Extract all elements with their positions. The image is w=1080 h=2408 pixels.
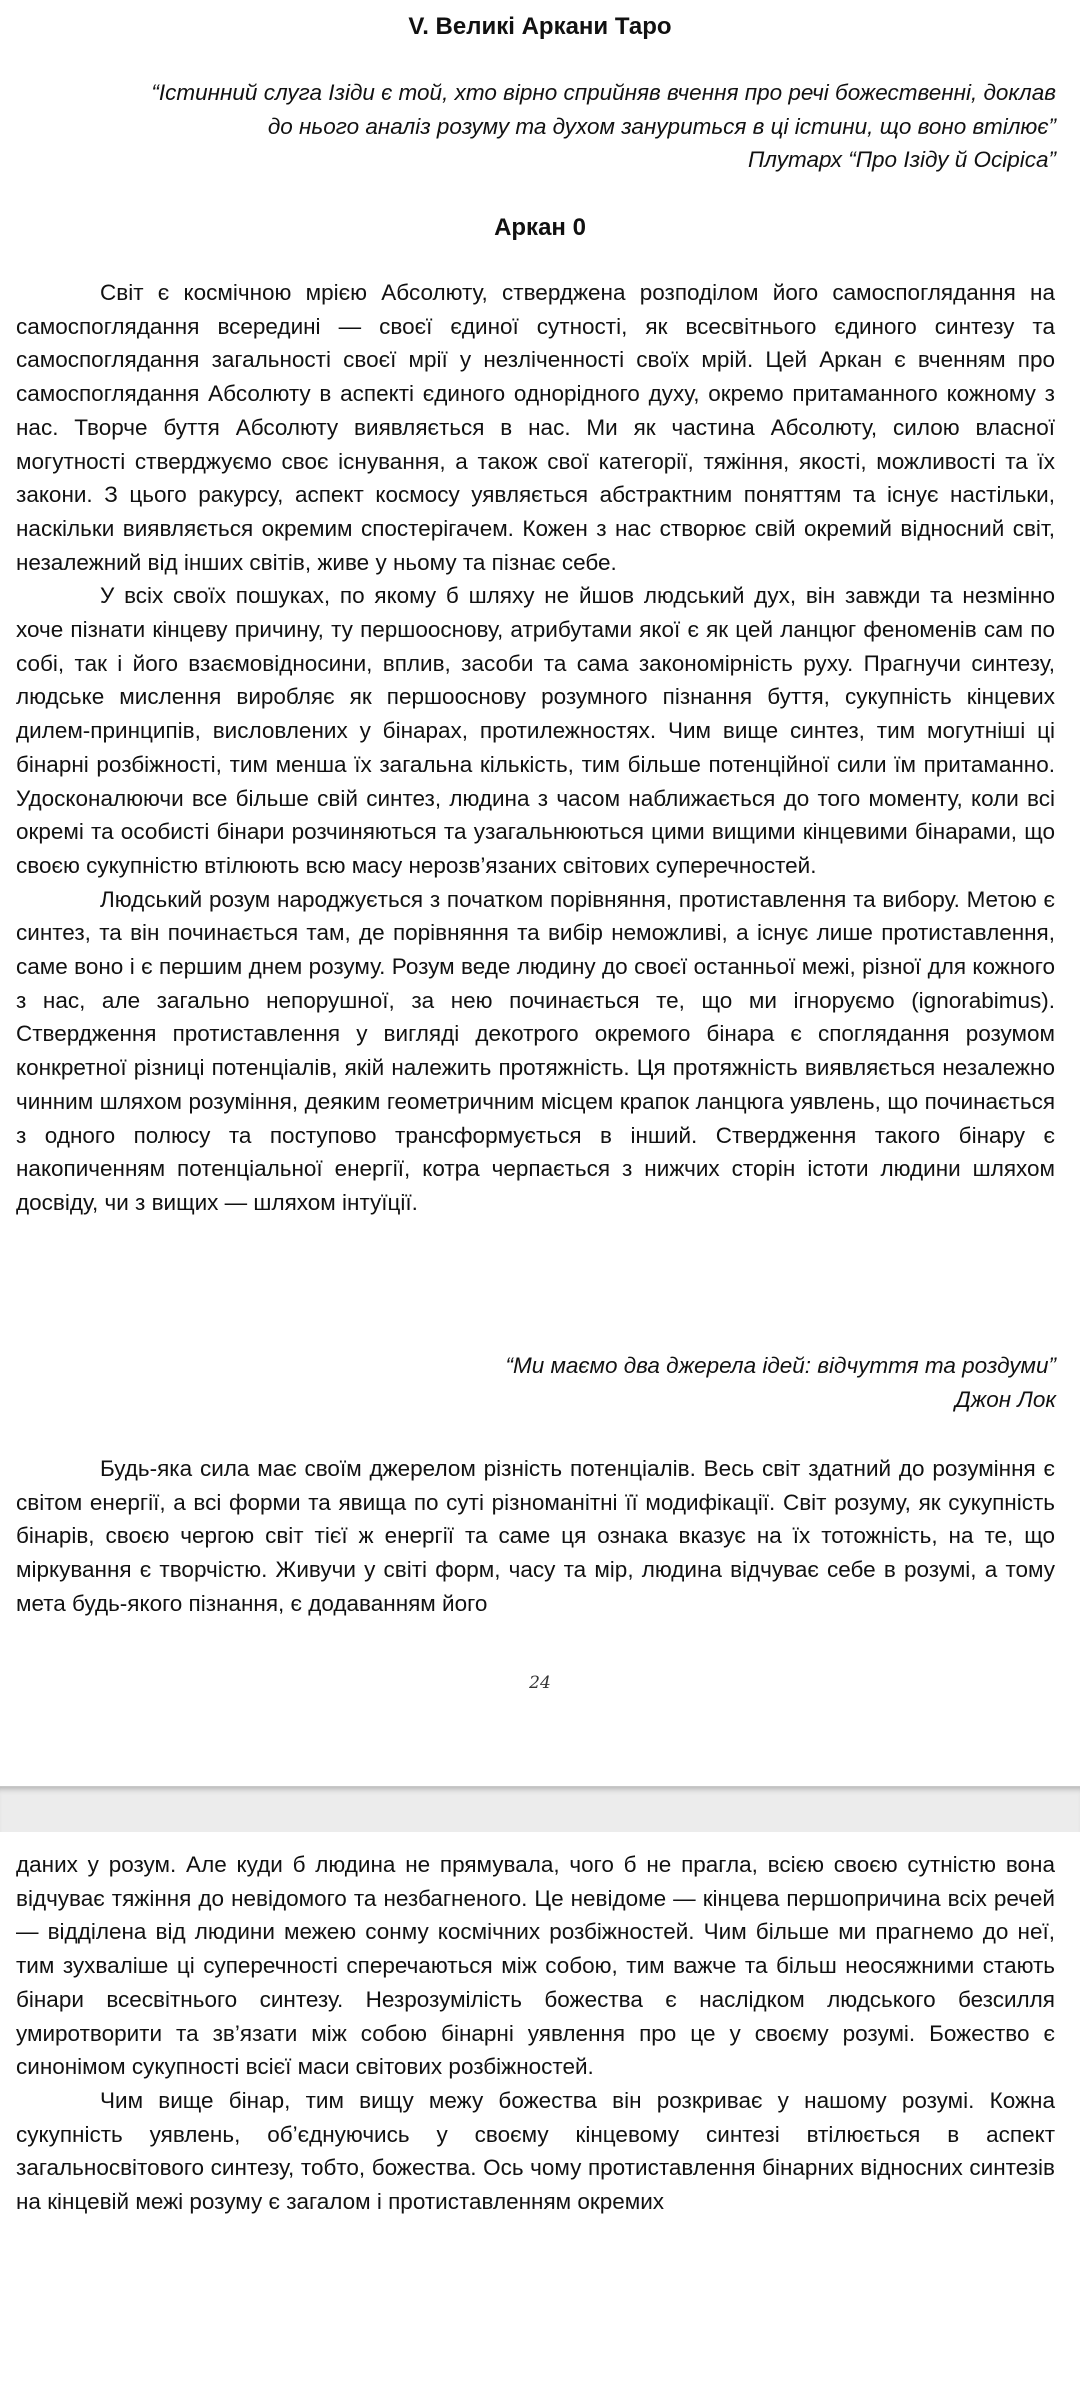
arcana-title: Аркан 0 — [494, 214, 586, 241]
page-number: 24 — [529, 1673, 551, 1693]
epigraph-plutarch — [16, 76, 1056, 177]
paragraph: Людський розум народжується з початком порівняння, протиставлення та вибору. Метою є синтез, та він починається там, де порівняння та вибір неможливі, а існує лише протиставлення, саме воно і є першим днем розуму. Розум веде людину до своєї останньої межі, різної для кожного з нас, але загально непорушної, за нею починається те, що ми ігноруємо (ignorabimus). Ствердження протиставлення у вигляді декотрого окремого бінара є споглядання розумом конкретної різниці потенціалів, якій належить протяжність. Ця протяжність виявляється незалежно чинним шляхом розуміння, деяким геометричним місцем крапок ланцюга уявлень, що починається з одного полюсу та поступово трансформується в інший. Ствердження такого бінару є накопиченням потенціальної енергії, котра черпається з нижчих сторін істоти людини шляхом досвіду, чи з вищих — шляхом інтуїції. — [16, 886, 1055, 1215]
epigraph-line: “Ми маємо два джерела ідей: відчуття та роздуми” — [505, 1353, 1056, 1378]
chapter-title: V. Великі Аркани Таро — [408, 13, 672, 40]
body-text-section-2 — [16, 1452, 1055, 1621]
body-text-section-3 — [16, 1848, 1055, 2219]
document-page-2 — [0, 1832, 1080, 2408]
epigraph-line: “Істинний слуга Ізіди є той, хто вірно сприйняв вчення про речі божественні, доклав — [151, 80, 1056, 105]
paragraph: Будь-яка сила має своїм джерелом різність потенціалів. Весь світ здатний до розуміння є світом енергії, а всі форми та явища по суті різноманітні її модифікації. Світ розуму, як сукупність бінарів, своєю чергою світ тієї ж енергії та саме ця ознака вказує на їх тотожність, на те, що міркування є творчістю. Живучи у світі форм, часу та мір, людина відчуває себе в розумі, а тому мета будь-якого пізнання, є додаванням його — [16, 1456, 1055, 1616]
paragraph: У всіх своїх пошуках, по якому б шляху не йшов людський дух, він завжди та незмінно хоче пізнати кінцеву причину, ту першооснову, атрибутами якої є як цей ланцюг феноменів сам по собі, так і його взаємовідносини, вплив, засоби та сама закономірність руху. Прагнучи синтезу, людське мислення виробляє як першооснову розумного пізнання буття, сукупність кінцевих дилем-принципів, висловлених у бінарах, протилежностях. Чим вище синтез, тим могутніші ці бінарні розбіжності, тим менша їх загальна кількість, тим більше потенційної сили їм притаманно. Удосконалюючи все більше свій синтез, людина з часом наближається до того моменту, коли всі окремі та особисті бінари розчиняються та узагальнюються цими вищими кінцевими бінарами, що своєю сукупністю втілюють всю масу нерозв’язаних світових суперечностей. — [16, 583, 1055, 878]
epigraph-line: до нього аналіз розуму та духом зануриться в ці істини, що воно втілює” — [267, 113, 1056, 139]
paragraph: даних у розум. Але куди б людина не прямувала, чого б не прагла, всією своєю сутністю вона відчуває тяжіння до невідомого та незбагненого. Це невідоме — кінцева першопричина всіх речей — відділена від людини межею сонму космічних розбіжностей. Чим більше ми прагнемо до неї, тим зухваліше ці суперечності сперечаються між собою, тим важче та більш неосяжними стають бінари всесвітнього синтезу. Незрозумілість божества є наслідком людського безсилля умиротворити та зв’язати між собою бінарні уявлення про це у своєму розумі. Божество є синонімом сукупності всієї маси світових розбіжностей. — [16, 1852, 1055, 2080]
epigraph-attribution: Джон Лок — [954, 1386, 1056, 1412]
page-separator — [0, 1786, 1080, 1833]
epigraph-attribution: Плутарх “Про Ізіду й Осіріса” — [747, 147, 1056, 172]
body-text-section-1 — [16, 276, 1055, 1220]
epigraph-locke — [16, 1349, 1056, 1416]
paragraph: Світ є космічною мрією Абсолюту, стверджена розподілом його самоспоглядання на самоспоглядання всередині — своєї єдиної сутності, як всесвітнього єдиного синтезу та самоспоглядання загальності своєї мрії у незліченності своїх мрій. Цей Аркан є вченням про самоспоглядання Абсолюту в аспекті єдиного однорідного духу, окремо притаманного кожному з нас. Творче буття Абсолюту виявляється в нас. Ми як частина Абсолюту, силою власної могутності стверджуємо своє існування, а також свої категорії, тяжіння, якості, можливості та їх закони. З цього ракурсу, аспект космосу уявляється абстрактним поняттям та існує настільки, наскільки виявляється окремим спостерігачем. Кожен з нас створює свій окремий відносний світ, незалежний від інших світів, живе у ньому та пізнає себе. — [16, 280, 1055, 575]
paragraph: Чим вище бінар, тим вищу межу божества він розкриває у нашому розумі. Кожна сукупність уявлень, об’єднуючись у своєму кінцевому синтезі втілюється в аспект загальносвітового синтезу, тобто, божества. Ось чому протиставлення бінарних відносних синтезів на кінцевій межі розуму є загалом і протиставленням окремих — [16, 2087, 1055, 2215]
